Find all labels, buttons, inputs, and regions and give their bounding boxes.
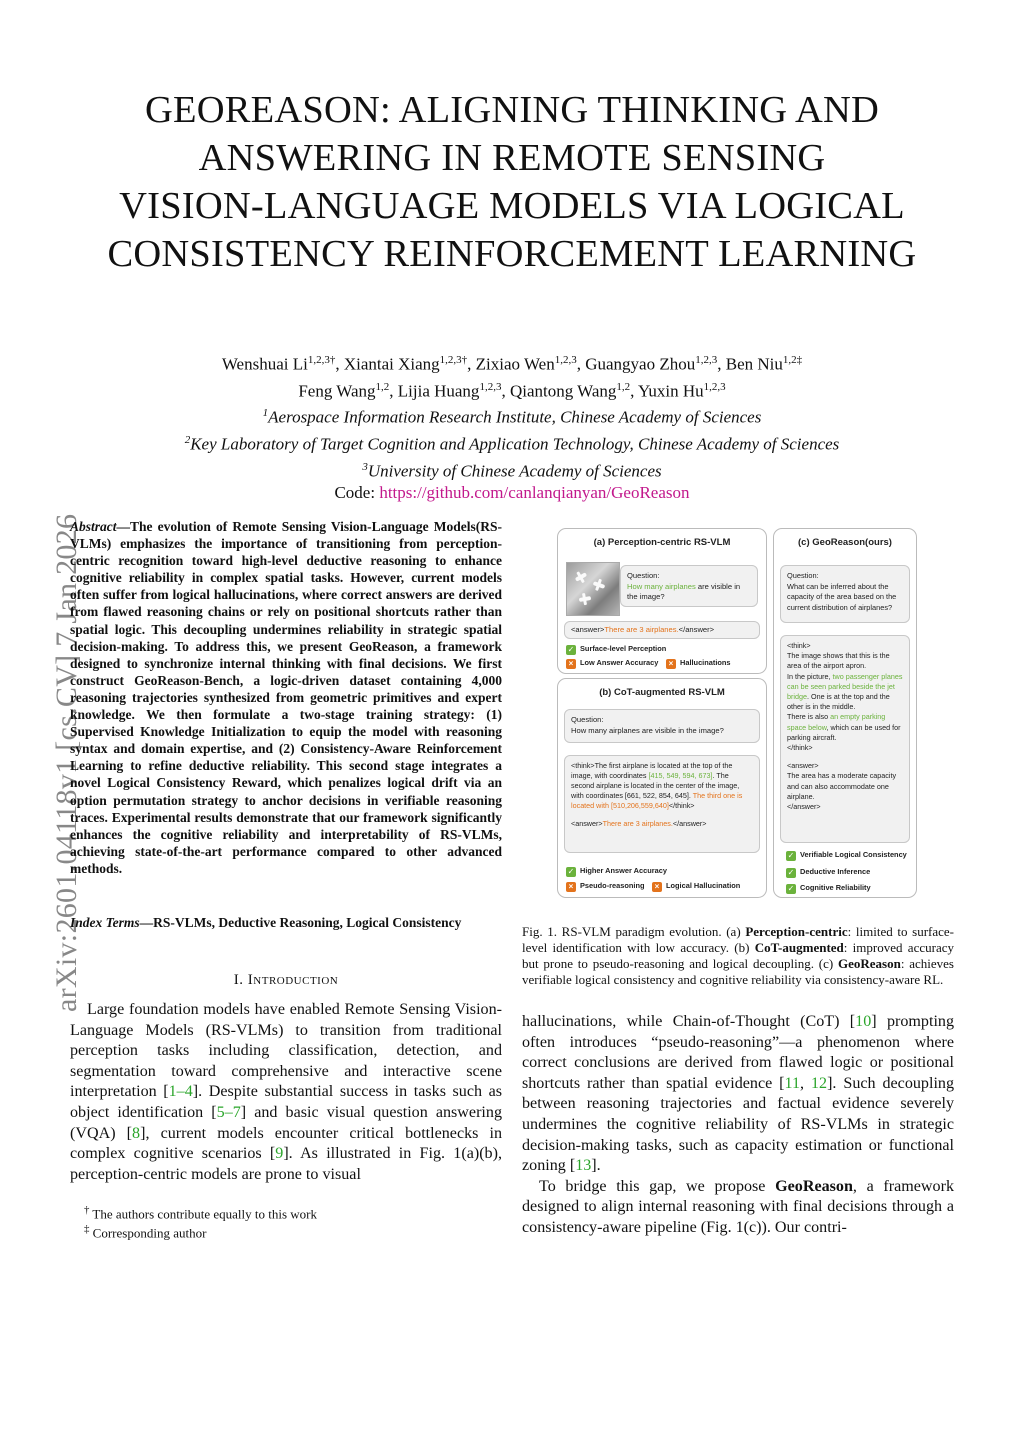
paper-title xyxy=(60,86,964,278)
citation-link[interactable]: 11 xyxy=(784,1074,801,1092)
satellite-image xyxy=(566,562,620,616)
citation-link[interactable]: 8 xyxy=(132,1124,141,1142)
reasoning-text xyxy=(571,761,753,811)
author-line-2: Feng Wang$^{1,2}$, Lijia Huang$^{1,2,3}$, Qiantong Wang$^{1,2}$, Yuxin Hu$^{1,2,3}$ xyxy=(298,380,726,401)
footnote-mark: † xyxy=(84,1204,90,1216)
author-sup: 1,2 xyxy=(616,380,631,393)
reasoning-step xyxy=(787,712,903,743)
citation-link[interactable]: 4 xyxy=(184,1083,193,1101)
footnote-text: The authors contribute equally to this work xyxy=(89,1206,317,1222)
code-line xyxy=(100,482,924,504)
text-span: ]. As illustrated in Fig. 1(a)(b), perception-centric models are prone to visual xyxy=(70,1145,502,1183)
author-sup: 1,2,3† xyxy=(307,354,336,366)
answer-tag: </answer> xyxy=(672,819,707,828)
text-span: </think> xyxy=(668,801,695,810)
intro-paragraph xyxy=(70,1000,502,1185)
badge-negative xyxy=(666,657,731,669)
author-line-1: Wenshuai $Li^{1,2,3\dagger}$, Xiantai Xiang$^{1,2,3\dagger}$, Zixiao Wen$^{1,2,3}$, Guangyao Zhou$^{1,2,3}$, Ben Niu$^{1,2\ddagger}$ xyxy=(221,354,803,374)
affiliation-text: Key Laboratory of Target Cognition and Application Technology, Chinese Academy of Sciences xyxy=(190,434,840,454)
abstract-text: —The evolution of Remote Sensing Vision-Language Models(RS-VLMs) emphasizes the importance of transitioning from perception-centric recognition toward high-level deductive reasoning to enhance cognitive reliability in complex spatial tasks. However, current models often suffer from logical hallucinations, where correct answers are derived from flawed reasoning chains or rely on positional shortcuts rather than spatial logic. This decoupling undermines reliability in strategic spatial decision-making. To address this, we present GeoReason, a framework designed to synchronize internal thinking with final decisions. We first construct GeoReason-Bench, a logic-driven dataset containing 4,000 reasoning trajectories synthesized from geometric primitives and expert knowledge. We then formulate a two-stage training strategy: (1) Supervised Knowledge Initialization to equip the model with reasoning syntax and domain expertise, and (2) Consistency-Aware Reinforcement Learning to refine deductive reliability. This second stage integrates a novel Logical Consistency Reward, which penalizes logical drift via an option permutation strategy to anchor decisions in verifiable reasoning traces. Experimental results demonstrate that our framework significantly enhances the cognitive reliability and interpretability of RS-VLMs, achieving state-of-the-art performance compared to other advanced methods. xyxy=(70,519,502,876)
intro-column-left xyxy=(70,1000,502,1185)
affiliation xyxy=(100,456,924,483)
badge-negative xyxy=(566,880,644,892)
check-icon: ✓ xyxy=(567,645,575,654)
check-icon: ✓ xyxy=(787,868,795,877)
citation-dash: – xyxy=(224,1103,233,1121)
answer-highlight: There are 3 airplanes. xyxy=(602,819,673,828)
question-bubble xyxy=(564,709,760,743)
title-line: ANSWERING IN REMOTE SENSING xyxy=(198,137,826,179)
question-bubble xyxy=(780,565,910,623)
badge-label: Deductive Inference xyxy=(800,867,871,876)
section-number: I. xyxy=(233,972,248,988)
answer-highlight: There are 3 airplanes. xyxy=(604,625,679,634)
badge-label: Hallucinations xyxy=(680,658,731,667)
question-label: Question: xyxy=(571,715,604,724)
evidence-highlight: an empty parking space below xyxy=(787,712,886,732)
text-span: . One is at the top and the other is in the middle. xyxy=(787,692,890,712)
question-bubble xyxy=(620,565,758,607)
title-line: CONSISTENCY REINFORCEMENT LEARNING xyxy=(107,233,917,275)
badge-positive xyxy=(566,865,667,877)
panel-title: (c) GeoReason(ours) xyxy=(798,537,892,548)
reasoning-step xyxy=(787,672,903,713)
figure-caption xyxy=(522,924,954,988)
text-span: There is also xyxy=(787,712,831,722)
code-label: Code: xyxy=(334,483,380,503)
author-sup: 1,2,3 xyxy=(695,354,718,366)
text-span: hallucinations, while Chain-of-Thought (CoT) [ xyxy=(522,1013,856,1030)
badge-negative xyxy=(566,657,658,669)
text-span: , which can be used for parking aircraft. xyxy=(787,722,901,742)
reasoning-step: The image shows that this is the area of the airport apron. xyxy=(787,651,890,671)
footnote xyxy=(84,1222,317,1241)
badge-positive xyxy=(786,849,907,861)
question-text: What can be inferred about the capacity of the area based on the current distribution of airplanes? xyxy=(787,581,897,612)
badge-positive xyxy=(566,643,666,655)
author-name: Guangyao Zhou xyxy=(585,354,696,374)
text-span: , a framework designed to align internal reasoning with final decisions through a consistency-aware pipeline (Fig. 1(c)). Our contri- xyxy=(522,1177,954,1236)
panel-georeason xyxy=(773,528,917,898)
abstract-label: Abstract xyxy=(70,519,117,534)
title-line: VISION-LANGUAGE MODELS VIA LOGICAL xyxy=(119,185,905,227)
text-span: : achieves verifiable logical consistency and cognitive reliability via consistency-aware RL. xyxy=(522,956,954,987)
author-sup: 1,2,3 xyxy=(703,380,726,393)
author-name: Yuxin Hu xyxy=(638,381,704,401)
text-span: ], current models encounter critical bottlenecks in complex cognitive scenarios [ xyxy=(70,1124,502,1163)
badge-label: Surface-level Perception xyxy=(580,644,667,653)
text-span: ]. Despite substantial success in tasks such as object identification [ xyxy=(70,1083,502,1121)
index-terms-text: —RS-VLMs, Deductive Reasoning, Logical Consistency xyxy=(139,915,462,930)
index-terms-label: Index Terms xyxy=(70,915,140,930)
panel-cot-augmented xyxy=(557,678,767,898)
affiliation xyxy=(100,402,924,429)
intro-column-right xyxy=(522,1012,954,1239)
section-title: Introduction xyxy=(247,972,339,988)
affiliation-sup: 3 xyxy=(362,460,368,473)
section-heading xyxy=(70,972,502,989)
cross-icon: × xyxy=(566,882,576,892)
citation-link[interactable]: 10 xyxy=(855,1013,872,1030)
caption-bold: CoT-augmented xyxy=(754,940,844,955)
title-line: GEOREASON: ALIGNING THINKING AND xyxy=(145,89,879,131)
code-link[interactable]: https://github.com/canlanqianyan/GeoReason xyxy=(379,483,690,503)
text-span: <think>The first airplane is located at the top of the image, with coordinates xyxy=(571,761,733,780)
citation-link[interactable]: 9 xyxy=(275,1145,284,1163)
question-text xyxy=(627,582,751,603)
intro-paragraph xyxy=(522,1012,954,1177)
question-highlight: How many airplanes xyxy=(627,581,696,591)
answer-tag: <answer> xyxy=(787,761,819,771)
text-span: Large foundation models have enabled Remote Sensing Vision-Language Models (RS-VLMs) to transition from traditional perception tasks including classification, detection, and segmentation toward comprehensive and interactive scene interpretation [ xyxy=(70,1001,502,1101)
text-span: : improved accuracy but prone to pseudo-reasoning and logical decoupling. (c) xyxy=(522,940,954,971)
citation-dash: – xyxy=(176,1083,185,1101)
badge-label: Higher Answer Accuracy xyxy=(580,866,667,875)
think-tag: </think> xyxy=(787,743,813,753)
footnote-text: Corresponding author xyxy=(89,1225,207,1241)
cross-icon: × xyxy=(652,882,662,892)
text-span: , xyxy=(800,1074,811,1092)
check-icon: ✓ xyxy=(787,851,795,860)
text-span: ]. xyxy=(591,1157,601,1175)
text-span: ] and basic visual question answering (VQA) [ xyxy=(70,1103,502,1142)
badge-label: Cognitive Reliability xyxy=(800,883,871,892)
affiliation-sup: 1 xyxy=(262,407,269,420)
panel-title: (a) Perception-centric RS-VLM xyxy=(593,537,731,548)
author-name: Ben Niu xyxy=(725,354,783,374)
think-tag: <think> xyxy=(787,641,811,650)
badge-positive xyxy=(786,866,870,878)
author-sup: 1,2‡ xyxy=(782,354,803,366)
author-name: Feng Wang xyxy=(298,381,376,401)
author-name: Zixiao Wen xyxy=(475,354,555,374)
author-name: Lijia Huang xyxy=(397,381,480,401)
question-text: How many airplanes are visible in the image? xyxy=(571,725,724,735)
text-span: RS-VLM paradigm evolution. (a) xyxy=(557,924,746,939)
citation-link[interactable]: 1 xyxy=(168,1083,177,1101)
caption-bold: GeoReason xyxy=(837,956,901,971)
footnotes xyxy=(84,1203,317,1241)
answer-tag: <answer> xyxy=(571,625,605,634)
footnote xyxy=(84,1203,317,1222)
answer-tag: </answer> xyxy=(678,625,715,634)
affiliation-text: University of Chinese Academy of Sciences xyxy=(367,461,662,481)
badge-label: Pseudo-reasoning xyxy=(580,881,645,890)
author-name: Wenshuai Li xyxy=(221,354,308,374)
badge-negative xyxy=(652,880,740,892)
panel-perception-centric xyxy=(557,528,767,674)
coord-highlight: [415, 549, 594, 673] xyxy=(648,771,713,780)
answer-tag: <answer> xyxy=(571,819,603,828)
caption-label: Fig. 1. xyxy=(522,924,558,939)
footnote-mark: ‡ xyxy=(84,1222,90,1235)
answer-text xyxy=(571,819,753,829)
error-highlight: The third one is located with [510,206,559,640] xyxy=(571,791,743,810)
check-icon: ✓ xyxy=(787,884,795,893)
caption-bold: Perception-centric xyxy=(745,924,848,939)
text-span: ]. Such decoupling between reasoning trajectories and factual evidence severely undermines the cognitive reliability of RS-VLMs in strategic decision-making tasks, such as capacity estimation or functional zoning [ xyxy=(522,1074,955,1175)
badge-label: Low Answer Accuracy xyxy=(580,658,659,667)
evidence-highlight: two passenger planes can be seen parked beside the jet bridge xyxy=(787,671,903,702)
badge-label: Logical Hallucination xyxy=(666,881,741,890)
author-name: Qiantong Wang xyxy=(509,381,617,401)
reasoning-bubble xyxy=(780,635,910,843)
question-label: Question: xyxy=(627,571,660,580)
method-name: GeoReason xyxy=(775,1177,853,1195)
author-sup: 1,2,3 xyxy=(479,380,502,393)
citation-link[interactable]: 13 xyxy=(575,1157,592,1175)
question-label: Question: xyxy=(787,571,819,580)
index-terms xyxy=(70,914,502,931)
figure-1 xyxy=(557,528,917,898)
affiliation-sup: 2 xyxy=(184,433,191,446)
affiliation xyxy=(100,429,924,456)
intro-paragraph xyxy=(522,1177,954,1239)
abstract xyxy=(70,518,502,877)
text-span: . The second airplane is located in the center of the image, with coordinates [661, 522, 854, 645]. xyxy=(571,771,740,800)
citation-link[interactable]: 7 xyxy=(232,1103,241,1121)
text-span: ] prompting often introduces “pseudo-reasoning”—a phenomenon where correct conclusions are derived from flawed logic or positional shortcuts rather than spatial evidence [ xyxy=(522,1013,955,1092)
arxiv-identifier: arXiv:2601.04118v1 [cs.CV] 7 Jan 2026 xyxy=(50,513,83,1012)
author-block xyxy=(100,349,924,504)
panel-title: (b) CoT-augmented RS-VLM xyxy=(599,687,725,698)
cross-icon: × xyxy=(666,659,676,669)
author-sup: 1,2 xyxy=(375,380,390,393)
answer-tag: </answer> xyxy=(787,802,821,812)
text-span: In the picture, xyxy=(787,671,833,681)
answer-bubble xyxy=(564,621,760,639)
reasoning-bubble xyxy=(564,755,760,853)
citation-link[interactable]: 5 xyxy=(216,1103,225,1121)
affiliation-text: Aerospace Information Research Institute, Chinese Academy of Sciences xyxy=(268,407,762,427)
text-span: To bridge this gap, we propose xyxy=(539,1177,776,1195)
citation-link[interactable]: 12 xyxy=(810,1074,828,1092)
badge-label: Verifiable Logical Consistency xyxy=(800,850,907,859)
author-name: Xiantai Xiang xyxy=(343,354,440,374)
badge-positive xyxy=(786,882,871,894)
author-sup: 1,2,3† xyxy=(439,354,468,366)
answer-text: The area has a moderate capacity and can also accommodate one airplane. xyxy=(787,771,897,801)
check-icon: ✓ xyxy=(567,867,575,876)
text-span: : limited to surface-level identification with low accuracy. (b) xyxy=(522,924,955,955)
author-sup: 1,2,3 xyxy=(554,354,577,366)
question-rest: are visible in the image? xyxy=(627,581,741,601)
cross-icon: × xyxy=(566,659,576,669)
